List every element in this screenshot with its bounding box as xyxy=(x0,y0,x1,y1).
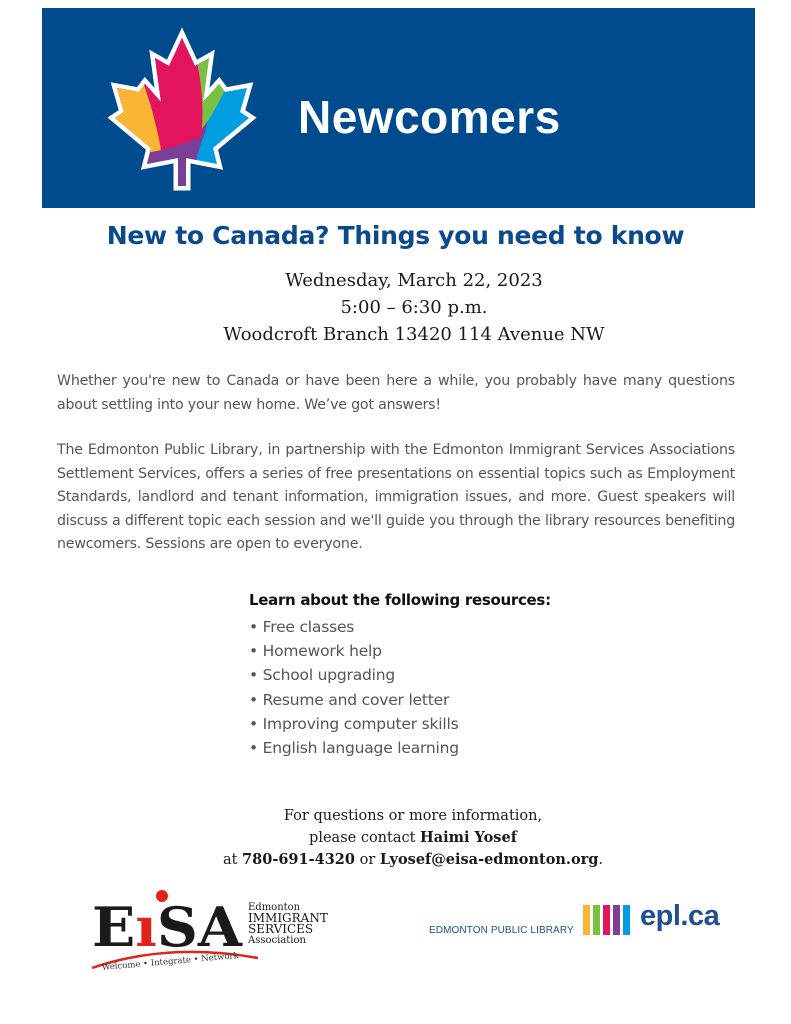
event-details xyxy=(0,267,791,348)
list-item: • School upgrading xyxy=(249,666,396,685)
list-item: • English language learning xyxy=(249,738,459,757)
eisa-dot xyxy=(156,890,168,902)
contact-prefix: please contact xyxy=(309,830,421,846)
eisa-acronym: EıSA xyxy=(92,895,238,959)
contact-line-2 xyxy=(0,827,791,849)
page-headline: New to Canada? Things you need to know xyxy=(106,221,685,250)
list-item: • Free classes xyxy=(249,618,355,636)
description-paragraph: The Edmonton Public Library, in partnership with the Edmonton Immigrant Services Associations Settlement Services, offers a series of free presentations on essential topics such as Employment Standards, landlord and tenant information, immigration issues, and more. Guest speakers will discuss a different topic each session and we'll guide you through the library resources benefiting newcomers. Sessions are open to everyone. xyxy=(57,442,735,552)
banner-title: Newcomers xyxy=(298,91,561,143)
contact-name: Haimi Yosef xyxy=(420,829,517,846)
epl-bar xyxy=(603,905,610,935)
maple-leaf-icon xyxy=(97,26,267,196)
contact-at: at xyxy=(222,852,243,868)
epl-bar xyxy=(623,905,630,935)
list-item: • Improving computer skills xyxy=(249,714,459,733)
list-item: • Homework help xyxy=(249,642,382,661)
eisa-logo xyxy=(88,886,333,976)
contact-phone[interactable]: 780-691-4320 xyxy=(242,851,355,868)
contact-info xyxy=(0,805,791,871)
intro-paragraph: Whether you're new to Canada or have been here a while, you probably have many questions about settling into your new home. We’ve got answers! xyxy=(57,373,735,413)
eisa-tagline: Welcome • Integrate • Network xyxy=(101,951,240,973)
contact-email[interactable]: Lyosef@eisa-edmonton.org xyxy=(379,851,599,868)
eisa-line3: SERVICES xyxy=(248,922,314,936)
contact-line-3 xyxy=(0,849,791,871)
event-date: Wednesday, March 22, 2023 xyxy=(285,270,543,291)
epl-bar xyxy=(593,905,600,935)
event-location: Woodcroft Branch 13420 114 Avenue NW xyxy=(223,324,605,345)
epl-label: EDMONTON PUBLIC LIBRARY xyxy=(429,925,574,936)
resources-list xyxy=(249,615,459,760)
eisa-line4: Association xyxy=(248,935,306,946)
epl-bar xyxy=(613,905,620,935)
eisa-line1: Edmonton xyxy=(248,902,301,913)
header-banner xyxy=(42,8,755,208)
event-time: 5:00 – 6:30 p.m. xyxy=(340,297,488,318)
epl-url[interactable]: epl.ca xyxy=(640,900,720,932)
contact-line-1: For questions or more information, xyxy=(283,808,543,824)
contact-or: or xyxy=(354,852,380,868)
list-item: • Resume and cover letter xyxy=(249,690,450,709)
resources-title: Learn about the following resources: xyxy=(249,591,551,609)
epl-bar xyxy=(583,905,590,935)
contact-period: . xyxy=(598,852,604,868)
eisa-line2: IMMIGRANT xyxy=(248,911,328,925)
